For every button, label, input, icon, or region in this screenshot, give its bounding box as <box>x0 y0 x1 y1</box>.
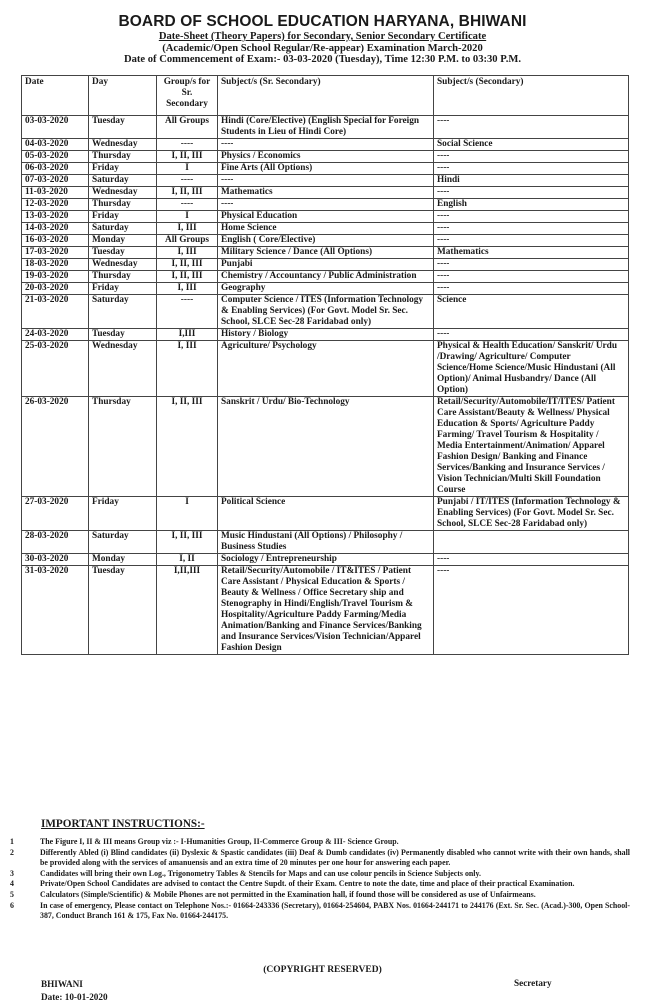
table-row <box>22 116 629 139</box>
cell-sr: Sociology / Entrepreneurship <box>218 554 434 566</box>
cell-group: ---- <box>157 295 218 329</box>
cell-sr: Chemistry / Accountancy / Public Administration <box>218 271 434 283</box>
cell-sr: Political Science <box>218 497 434 531</box>
cell-date: 19-03-2020 <box>22 271 89 283</box>
instructions-list <box>10 837 630 922</box>
cell-sr: Fine Arts (All Options) <box>218 163 434 175</box>
header-date: Date <box>22 76 89 116</box>
instruction-text: The Figure I, II & III means Group viz :- I-Humanities Group, II-Commerce Group & III- Science Group. <box>40 837 399 846</box>
header-subject-sec: Subject/s (Secondary) <box>434 76 629 116</box>
instructions-title: IMPORTANT INSTRUCTIONS:- <box>41 818 205 830</box>
instruction-item <box>10 848 630 869</box>
cell-sec: ---- <box>434 554 629 566</box>
table-row <box>22 187 629 199</box>
table-row <box>22 139 629 151</box>
cell-sec: Hindi <box>434 175 629 187</box>
cell-date: 12-03-2020 <box>22 199 89 211</box>
cell-sr: ---- <box>218 199 434 211</box>
cell-group: I, III <box>157 247 218 259</box>
cell-group: I, II, III <box>157 151 218 163</box>
cell-day: Wednesday <box>89 187 157 199</box>
cell-date: 17-03-2020 <box>22 247 89 259</box>
cell-day: Wednesday <box>89 341 157 397</box>
cell-day: Monday <box>89 554 157 566</box>
cell-sec: Science <box>434 295 629 329</box>
cell-date: 26-03-2020 <box>22 397 89 497</box>
cell-sr: Retail/Security/Automobile / IT&ITES / Patient Care Assistant / Physical Education & Sports / Beauty & Wellness / Office Secretary ship and Stenography in Hindi/English/Travel Tourism & Hospitality/Agriculture Paddy Farming/Media Animation/Banking and Finance Services/Banking and Insurance Services/Vision Technician/Apparel Fashion Design <box>218 566 434 655</box>
cell-sec: ---- <box>434 271 629 283</box>
issue-place: BHIWANI <box>41 979 83 989</box>
instruction-text: Candidates will bring their own Log., Trigonometry Tables & Stencils for Maps and can use colour pencils in Science Subjects only. <box>40 868 481 878</box>
cell-group: ---- <box>157 199 218 211</box>
table-row <box>22 151 629 163</box>
table-body <box>22 116 629 655</box>
table-row <box>22 247 629 259</box>
cell-group: I, II, III <box>157 531 218 554</box>
table-row <box>22 554 629 566</box>
cell-day: Thursday <box>89 397 157 497</box>
cell-group: All Groups <box>157 235 218 247</box>
cell-date: 30-03-2020 <box>22 554 89 566</box>
cell-sec: ---- <box>434 259 629 271</box>
instruction-number: 6 <box>10 900 14 910</box>
table-row <box>22 199 629 211</box>
header-subject-sr: Subject/s (Sr. Secondary) <box>218 76 434 116</box>
cell-sec: ---- <box>434 187 629 199</box>
cell-date: 06-03-2020 <box>22 163 89 175</box>
instruction-number: 2 <box>10 847 14 857</box>
instruction-item <box>10 869 630 880</box>
cell-sr: Geography <box>218 283 434 295</box>
table-row <box>22 329 629 341</box>
cell-sec: ---- <box>434 235 629 247</box>
cell-sec: ---- <box>434 566 629 655</box>
table-row <box>22 259 629 271</box>
cell-sec: Punjabi / IT/ITES (Information Technology & Enabling Services) (For Govt. Model Sr. Sec. School, SLCE Sec-28 Faridabad only) <box>434 497 629 531</box>
cell-group: I, II, III <box>157 397 218 497</box>
cell-group: I <box>157 211 218 223</box>
cell-sec: Mathematics <box>434 247 629 259</box>
cell-day: Tuesday <box>89 329 157 341</box>
cell-day: Thursday <box>89 271 157 283</box>
instruction-item <box>10 879 630 890</box>
cell-day: Friday <box>89 163 157 175</box>
datesheet-table <box>21 75 629 655</box>
cell-sec: ---- <box>434 211 629 223</box>
cell-sec: ---- <box>434 283 629 295</box>
cell-date: 25-03-2020 <box>22 341 89 397</box>
instruction-item <box>10 837 630 848</box>
cell-date: 14-03-2020 <box>22 223 89 235</box>
cell-sr: Computer Science / ITES (Information Technology & Enabling Services) (For Govt. Model Sr. Sec. School, SLCE Sec-28 Faridabad only) <box>218 295 434 329</box>
issue-place-date <box>41 978 108 1004</box>
cell-sr: Military Science / Dance (All Options) <box>218 247 434 259</box>
cell-day: Saturday <box>89 295 157 329</box>
table-row <box>22 497 629 531</box>
cell-day: Friday <box>89 283 157 295</box>
table-row <box>22 163 629 175</box>
instruction-text: Differently Abled (i) Blind candidates (ii) Dyslexic & Spastic candidates (iii) Deaf & Dumb candidates (iv) Permanently disabled who cannot write with their own hands, shall be provided along with the services of amanuensis and an extra time of 20 minutes per one hour for answering each paper. <box>40 847 630 868</box>
cell-date: 20-03-2020 <box>22 283 89 295</box>
instruction-number: 4 <box>10 879 14 889</box>
cell-sec: ---- <box>434 116 629 139</box>
cell-day: Tuesday <box>89 566 157 655</box>
cell-sr: English ( Core/Elective) <box>218 235 434 247</box>
cell-sr: ---- <box>218 175 434 187</box>
cell-sec: ---- <box>434 151 629 163</box>
cell-day: Saturday <box>89 223 157 235</box>
table-row <box>22 566 629 655</box>
copyright-notice: (COPYRIGHT RESERVED) <box>263 965 382 975</box>
cell-sr: History / Biology <box>218 329 434 341</box>
table-row <box>22 175 629 187</box>
cell-sec: ---- <box>434 163 629 175</box>
cell-day: Saturday <box>89 531 157 554</box>
cell-group: I, III <box>157 341 218 397</box>
cell-day: Wednesday <box>89 259 157 271</box>
table-row <box>22 223 629 235</box>
cell-group: I,II,III <box>157 566 218 655</box>
exam-title: (Academic/Open School Regular/Re-appear) Examination March-2020 <box>162 42 483 54</box>
board-title: BOARD OF SCHOOL EDUCATION HARYANA, BHIWANI <box>118 13 527 30</box>
cell-group: All Groups <box>157 116 218 139</box>
cell-date: 24-03-2020 <box>22 329 89 341</box>
cell-sec: ---- <box>434 329 629 341</box>
cell-date: 13-03-2020 <box>22 211 89 223</box>
table-row <box>22 341 629 397</box>
cell-day: Monday <box>89 235 157 247</box>
datesheet-title: Date-Sheet (Theory Papers) for Secondary, Senior Secondary Certificate <box>158 31 487 42</box>
header-day: Day <box>89 76 157 116</box>
cell-date: 11-03-2020 <box>22 187 89 199</box>
cell-group: I, III <box>157 223 218 235</box>
cell-date: 16-03-2020 <box>22 235 89 247</box>
table-row <box>22 397 629 497</box>
cell-sec: ---- <box>434 223 629 235</box>
cell-group: I, II <box>157 554 218 566</box>
cell-group: I, II, III <box>157 271 218 283</box>
cell-date: 07-03-2020 <box>22 175 89 187</box>
table-header-row <box>22 76 629 116</box>
instruction-number: 3 <box>10 868 14 878</box>
cell-sec <box>434 531 629 554</box>
cell-group: I <box>157 497 218 531</box>
cell-date: 28-03-2020 <box>22 531 89 554</box>
table-row <box>22 531 629 554</box>
cell-group: ---- <box>157 139 218 151</box>
cell-date: 18-03-2020 <box>22 259 89 271</box>
cell-sr: Hindi (Core/Elective) (English Special for Foreign Students in Lieu of Hindi Core) <box>218 116 434 139</box>
cell-sr: Physics / Economics <box>218 151 434 163</box>
commencement-line: Date of Commencement of Exam:- 03-03-2020 (Tuesday), Time 12:30 P.M. to 03:30 P.M. <box>123 54 522 65</box>
cell-sec: Physical & Health Education/ Sanskrit/ Urdu /Drawing/ Agriculture/ Computer Science/Home Science/Music Hindustani (All Option)/ Animal Husbandry/ Dance (All Option) <box>434 341 629 397</box>
cell-sr: Mathematics <box>218 187 434 199</box>
cell-sr: Punjabi <box>218 259 434 271</box>
instruction-item <box>10 890 630 901</box>
cell-sr: Home Science <box>218 223 434 235</box>
cell-group: I, II, III <box>157 259 218 271</box>
cell-sec: Retail/Security/Automobile/IT/ITES/ Patient Care Assistant/Beauty & Wellness/ Physical Education & Sports/ Agriculture Paddy Farming/ Travel Tourism & Hospitality / Media Entertainment/Animation/ Apparel Fashion Design/ Banking and Finance Services/Banking and Insurance Services / Vision Technician/Multi Skill Foundation Course <box>434 397 629 497</box>
cell-day: Friday <box>89 211 157 223</box>
cell-day: Friday <box>89 497 157 531</box>
instruction-text: Private/Open School Candidates are advised to contact the Centre Supdt. of their Exam. Centre to note the date, time and place of their practical Examination. <box>40 879 575 889</box>
cell-sr: Agriculture/ Psychology <box>218 341 434 397</box>
cell-date: 21-03-2020 <box>22 295 89 329</box>
cell-day: Thursday <box>89 199 157 211</box>
instruction-number: 5 <box>10 889 14 899</box>
cell-date: 05-03-2020 <box>22 151 89 163</box>
cell-sec: English <box>434 199 629 211</box>
table-row <box>22 235 629 247</box>
cell-group: I, II, III <box>157 187 218 199</box>
instruction-text: In case of emergency, Please contact on Telephone Nos.:- 01664-243336 (Secretary), 01664-254604, PABX Nos. 01664-244171 to 244176 (Ext. Sr. Sec. (Acad.)-300, Open School-387, Conduct Branch 161 & 175, Fax No. 01664-244175. <box>40 900 630 921</box>
instruction-text: Calculators (Simple/Scientific) & Mobile Phones are not permitted in the Examination hall, if found those will be considered as use of Unfairmeans. <box>40 889 536 899</box>
cell-sr: ---- <box>218 139 434 151</box>
table-row <box>22 211 629 223</box>
cell-sr: Sanskrit / Urdu/ Bio-Technology <box>218 397 434 497</box>
cell-group: I,III <box>157 329 218 341</box>
table-row <box>22 283 629 295</box>
table-row <box>22 295 629 329</box>
cell-date: 03-03-2020 <box>22 116 89 139</box>
cell-date: 27-03-2020 <box>22 497 89 531</box>
cell-sr: Music Hindustani (All Options) / Philosophy / Business Studies <box>218 531 434 554</box>
instruction-item <box>10 901 630 922</box>
cell-group: I, III <box>157 283 218 295</box>
table-row <box>22 271 629 283</box>
cell-group: ---- <box>157 175 218 187</box>
cell-date: 04-03-2020 <box>22 139 89 151</box>
cell-date: 31-03-2020 <box>22 566 89 655</box>
cell-sec: Social Science <box>434 139 629 151</box>
header-group: Group/s for Sr. Secondary <box>157 76 218 116</box>
cell-sr: Physical Education <box>218 211 434 223</box>
cell-day: Tuesday <box>89 247 157 259</box>
signatory: Secretary <box>514 978 552 988</box>
cell-day: Thursday <box>89 151 157 163</box>
cell-day: Wednesday <box>89 139 157 151</box>
cell-day: Tuesday <box>89 116 157 139</box>
cell-group: I <box>157 163 218 175</box>
cell-day: Saturday <box>89 175 157 187</box>
instruction-number: 1 <box>10 837 14 846</box>
issue-date: Date: 10-01-2020 <box>41 992 108 1002</box>
